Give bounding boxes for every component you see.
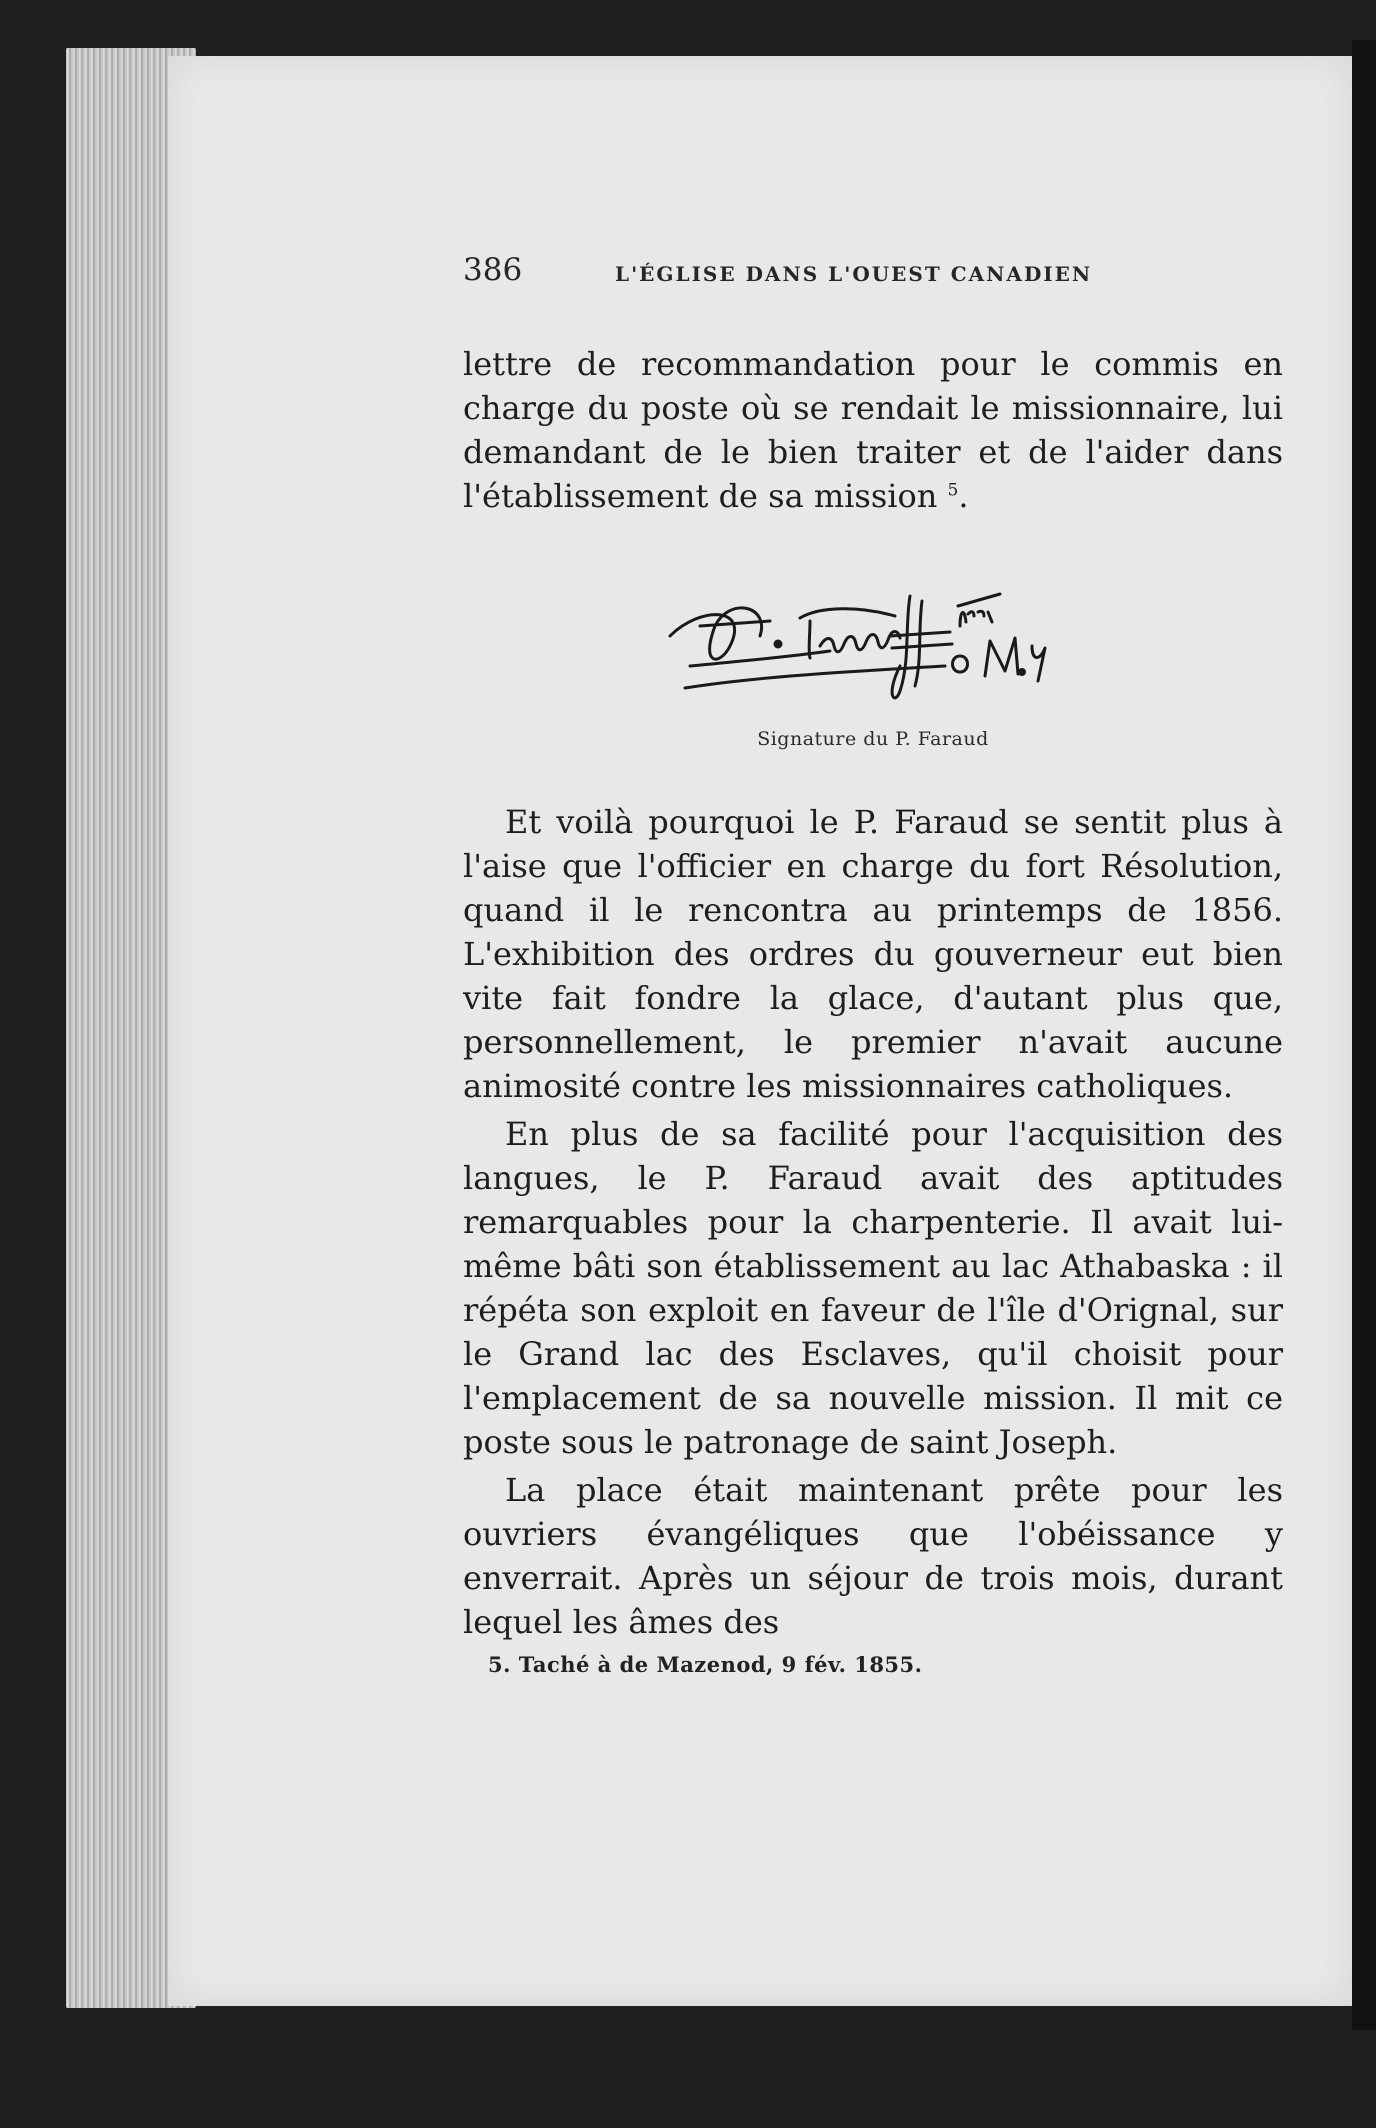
footnote-reference: 5 [947,480,959,501]
handwritten-signature [660,566,1140,716]
paragraph-1 [463,342,1283,518]
book-gutter [1352,40,1376,2030]
page-header [463,252,1283,292]
paragraph-1-text: lettre de recommandation pour le commis en charge du poste où se rendait le missionnaire, lui demandant de le bien traiter et de l'aider dans l'établissement de sa mission [463,345,1283,515]
running-title: L'ÉGLISE DANS L'OUEST CANADIEN [615,262,1093,286]
paragraph-4: La place était maintenant prête pour les ouvriers évangéliques que l'obéissance y enverrait. Après un séjour de trois mois, durant lequel les âmes des [463,1471,1283,1641]
paragraph-3: En plus de sa facilité pour l'acquisition des langues, le P. Faraud avait des aptitudes remarquables pour la charpenterie. Il avait lui-même bâti son établissement au lac Athabaska : il répéta son exploit en faveur de l'île d'Orignal, sur le Grand lac des Esclaves, qu'il choisit pour l'emplacement de sa nouvelle mission. Il mit ce poste sous le patronage de saint Joseph. [463,1115,1283,1461]
page-number: 386 [463,252,523,288]
paragraph-1-end: . [958,477,969,515]
signature-caption: Signature du P. Faraud [757,728,989,750]
paragraph-2: Et voilà pourquoi le P. Faraud se sentit plus à l'aise que l'officier en charge du fort Résolution, quand il le rencontra au printemps de 1856. L'exhibition des ordres du gouverneur eut bien vite fait fondre la glace, d'autant plus que, personnellement, le premier n'avait aucune animosité contre les missionnaires catholiques. [463,803,1283,1105]
footnote: 5. Taché à de Mazenod, 9 fév. 1855. [488,1652,923,1677]
